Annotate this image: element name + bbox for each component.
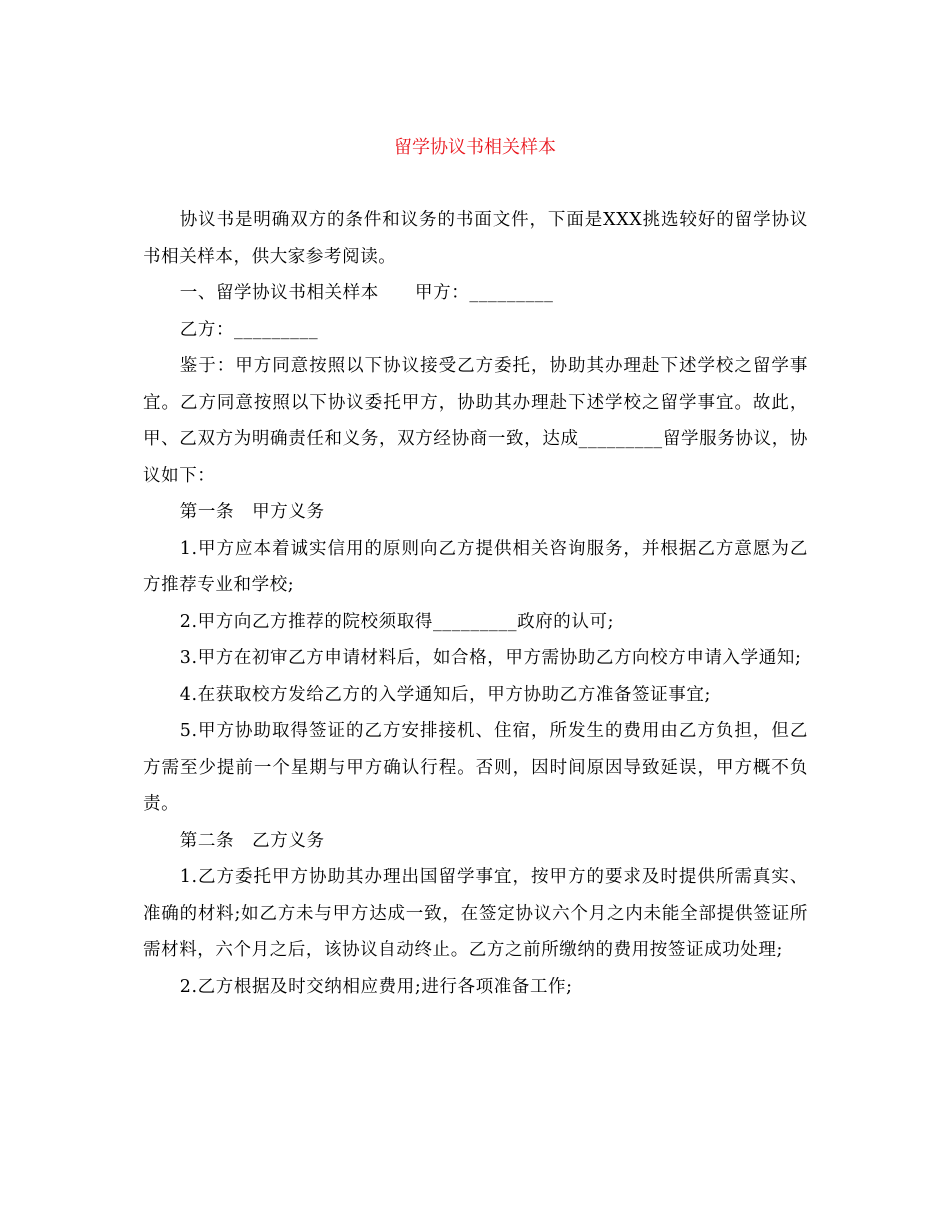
article-one-heading: 第一条 甲方义务 bbox=[179, 502, 325, 522]
article-two-heading: 第二条 乙方义务 bbox=[179, 830, 325, 851]
intro-paragraph: 协议书是明确双方的条件和议务的书面文件，下面是XXX挑选较好的留学协议书相关样本，供大家参考阅读。 bbox=[143, 210, 808, 267]
party-b-line: 乙方：_________ bbox=[179, 319, 319, 340]
article-one-item-4: 4.在获取校方发给乙方的入学通知后，甲方协助乙方准备签证事宜; bbox=[179, 684, 711, 705]
preamble-paragraph: 鉴于：甲方同意按照以下协议接受乙方委托，协助其办理赴下述学校之留学事宜。乙方同意按照以下协议委托甲方，协助其办理赴下述学校之留学事宜。故此，甲、乙双方为明确责任和义务，双方经协商一致，达成_________留学服务协议，协议如下： bbox=[143, 356, 808, 486]
article-one-item-1: 1.甲方应本着诚实信用的原则向乙方提供相关咨询服务，并根据乙方意愿为乙方推荐专业和学校; bbox=[143, 538, 808, 595]
article-one-item-2: 2.甲方向乙方推荐的院校须取得_________政府的认可; bbox=[179, 611, 615, 632]
article-one-item-5: 5.甲方协助取得签证的乙方安排接机、住宿，所发生的费用由乙方负担，但乙方需至少提前一个星期与甲方确认行程。否则，因时间原因导致延误，甲方概不负责。 bbox=[143, 721, 808, 814]
document-body bbox=[143, 202, 808, 1005]
article-one-item-3: 3.甲方在初审乙方申请材料后，如合格，甲方需协助乙方向校方申请入学通知; bbox=[179, 648, 802, 668]
section-heading-sample: 一、留学协议书相关样本 甲方：_________ bbox=[179, 283, 554, 303]
article-two-item-2: 2.乙方根据及时交纳相应费用;进行各项准备工作; bbox=[179, 976, 573, 997]
document-title: 留学协议书相关样本 bbox=[394, 137, 556, 158]
article-two-item-1: 1.乙方委托甲方协助其办理出国留学事宜，按甲方的要求及时提供所需真实、准确的材料;如乙方未与甲方达成一致，在签定协议六个月之内未能全部提供签证所需材料，六个月之后，该协议自动终止。乙方之前所缴纳的费用按签证成功处理; bbox=[143, 867, 808, 960]
